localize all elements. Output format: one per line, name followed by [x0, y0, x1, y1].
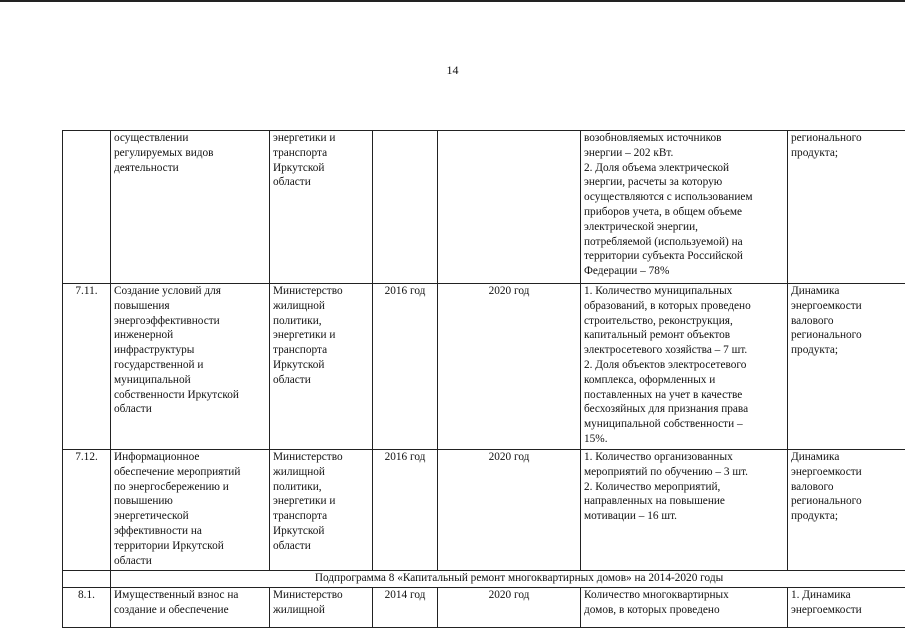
measure-name: Информационное обеспечение мероприятий по энергосбережению и повышению энергетической эффективности на территории Иркутской области: [111, 450, 270, 571]
indicators: Количество многоквартирных домов, в которых проведено: [581, 588, 788, 628]
target-indicator: Динамика энергоемкости валового регионального продукта;: [788, 284, 905, 450]
measures-table: [62, 130, 905, 628]
measure-name: Имущественный взнос на создание и обеспечение: [111, 588, 270, 628]
end-date: 2020 год: [438, 450, 581, 571]
executor: Министерство жилищной политики, энергетики и транспорта Иркутской области: [270, 284, 373, 450]
executor: энергетики и транспорта Иркутской области: [270, 131, 373, 284]
start-date: 2016 год: [373, 284, 438, 450]
target-indicator: 1. Динамика энергоемкости: [788, 588, 905, 628]
end-date: [438, 131, 581, 284]
indicators: 1. Количество муниципальных образований, в которых проведено строительство, реконструкция, капитальный ремонт объектов электросетевого хозяйства – 7 шт. 2. Доля объектов электросетевого комплекса, оформленных и поставленных на учет в качестве бесхозяйных для признания права муниципальной собственности – 15%.: [581, 284, 788, 450]
table-row: [63, 450, 905, 571]
indicators: возобновляемых источников энергии – 202 кВт. 2. Доля объема электрической энергии, расчеты за которую осуществляются с использованием приборов учета, в общем объеме электрической энергии, потребляемой (используемой) на территории субъекта Российской Федерации – 78%: [581, 131, 788, 284]
page-top-border: [0, 0, 905, 2]
end-date: 2020 год: [438, 284, 581, 450]
end-date: 2020 год: [438, 588, 581, 628]
indicators: 1. Количество организованных мероприятий по обучению – 3 шт. 2. Количество мероприятий, направленных на повышение мотивации – 16 шт.: [581, 450, 788, 571]
row-number: [63, 571, 111, 588]
row-number: 7.12.: [63, 450, 111, 571]
start-date: [373, 131, 438, 284]
table-row: [63, 131, 905, 284]
executor: Министерство жилищной: [270, 588, 373, 628]
table-row: [63, 284, 905, 450]
executor: Министерство жилищной политики, энергетики и транспорта Иркутской области: [270, 450, 373, 571]
measure-name: Создание условий для повышения энергоэффективности инженерной инфраструктуры государственной и муниципальной собственности Иркутской области: [111, 284, 270, 450]
start-date: 2016 год: [373, 450, 438, 571]
table-row: [63, 588, 905, 628]
measure-name: осуществлении регулируемых видов деятельности: [111, 131, 270, 284]
subprogram-title: Подпрограмма 8 «Капитальный ремонт многоквартирных домов» на 2014-2020 годы: [111, 571, 905, 588]
target-indicator: регионального продукта;: [788, 131, 905, 284]
page-number: 14: [446, 63, 459, 77]
start-date: 2014 год: [373, 588, 438, 628]
row-number: 7.11.: [63, 284, 111, 450]
row-number: [63, 131, 111, 284]
subprogram-row: [63, 571, 905, 588]
row-number: 8.1.: [63, 588, 111, 628]
target-indicator: Динамика энергоемкости валового регионального продукта;: [788, 450, 905, 571]
